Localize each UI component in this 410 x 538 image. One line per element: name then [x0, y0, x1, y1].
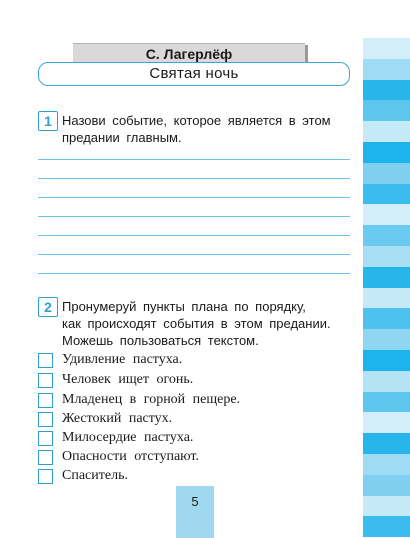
number-box[interactable]	[38, 412, 53, 427]
number-box[interactable]	[38, 393, 53, 408]
plan-item-text: Младенец в горной пещере.	[62, 392, 241, 407]
number-box[interactable]	[38, 373, 53, 388]
answer-line[interactable]	[38, 159, 350, 160]
answer-line[interactable]	[38, 197, 350, 198]
plan-item-text: Опасности отступают.	[62, 449, 199, 464]
number-box[interactable]	[38, 450, 53, 465]
page-number: 5	[191, 494, 199, 509]
page-number-tab	[176, 486, 214, 538]
author-name: С. Лагерлёф	[145, 46, 233, 62]
task2-text-line2: как происходят события в этом предании.	[62, 316, 331, 331]
answer-line[interactable]	[38, 216, 350, 217]
answer-line[interactable]	[38, 254, 350, 255]
plan-item-text: Спаситель.	[62, 468, 128, 483]
plan-item-text: Человек ищет огонь.	[62, 372, 194, 387]
task2-text-line3: Можешь пользоваться текстом.	[62, 333, 259, 348]
plan-item-text: Удивление пастуха.	[62, 352, 183, 367]
answer-line[interactable]	[38, 178, 350, 179]
number-box[interactable]	[38, 353, 53, 368]
title-box	[38, 62, 350, 86]
plan-item-text: Жестокий пастух.	[62, 411, 173, 426]
number-box[interactable]	[38, 431, 53, 446]
task-number-badge: 1	[38, 111, 58, 131]
number-box[interactable]	[38, 469, 53, 484]
answer-line[interactable]	[38, 235, 350, 236]
answer-line[interactable]	[38, 273, 350, 274]
story-title: Святая ночь	[149, 65, 239, 82]
task1-text-line2: предании главным.	[62, 130, 182, 145]
task1-text-line1: Назови событие, которое является в этом	[62, 113, 331, 128]
task-number-badge: 2	[38, 297, 58, 317]
task2-text-line1: Пронумеруй пункты плана по порядку,	[62, 299, 306, 314]
plan-item-text: Милосердие пастуха.	[62, 430, 194, 445]
decorative-stripes	[363, 38, 410, 538]
